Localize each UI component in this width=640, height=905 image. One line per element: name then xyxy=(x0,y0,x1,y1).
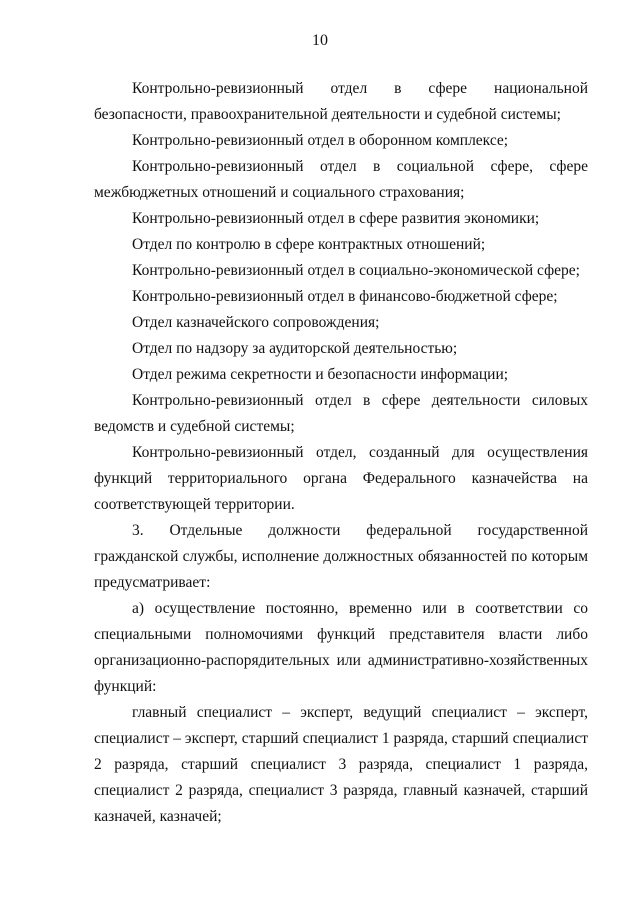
paragraph-5: Отдел по контролю в сфере контрактных отношений; xyxy=(132,236,486,253)
paragraph-10: Отдел режима секретности и безопасности информации; xyxy=(132,366,509,383)
paragraph-6: Контрольно-ревизионный отдел в социально-экономической сфере; xyxy=(132,262,580,279)
paragraph-8: Отдел казначейского сопровождения; xyxy=(132,314,380,331)
paragraph-13: 3. Отдельные должности федеральной государственной гражданской службы, исполнение должностных обязанностей по которым предусматривает: xyxy=(94,522,588,591)
paragraph-7: Контрольно-ревизионный отдел в финансово-бюджетной сфере; xyxy=(132,288,558,305)
paragraph-4: Контрольно-ревизионный отдел в сфере развития экономики; xyxy=(132,210,540,227)
paragraph-2: Контрольно-ревизионный отдел в оборонном комплексе; xyxy=(132,132,509,149)
paragraph-3: Контрольно-ревизионный отдел в социальной сфере, сфере межбюджетных отношений и социального страхования; xyxy=(94,158,588,201)
paragraph-1: Контрольно-ревизионный отдел в сфере национальной безопасности, правоохранительной деятельности и судебной системы; xyxy=(94,80,588,123)
paragraph-15: главный специалист – эксперт, ведущий специалист – эксперт, специалист – эксперт, старший специалист 1 разряда, старший специалист 2 разряда, старший специалист 3 разряда, специалист 1 разряда, специалист 2 разряда, специалист 3 разряда, главный казначей, старший казначей, казначей; xyxy=(94,704,588,825)
paragraph-11: Контрольно-ревизионный отдел в сфере деятельности силовых ведомств и судебной системы; xyxy=(94,392,588,435)
page-number: 10 xyxy=(312,32,328,49)
document-body xyxy=(94,76,588,830)
paragraph-14: а) осуществление постоянно, временно или в соответствии со специальными полномочиями функций представителя власти либо организационно-распорядительных или административно-хозяйственных функций: xyxy=(94,600,588,695)
paragraph-12: Контрольно-ревизионный отдел, созданный для осуществления функций территориального органа Федерального казначейства на соответствующей территории. xyxy=(94,444,588,513)
paragraph-9: Отдел по надзору за аудиторской деятельностью; xyxy=(132,340,458,357)
